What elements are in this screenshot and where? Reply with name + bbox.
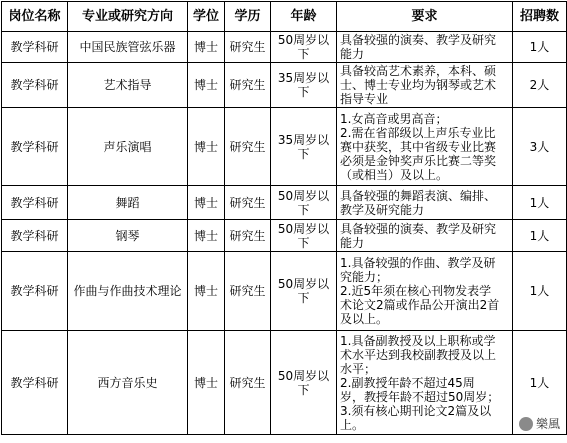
watermark-logo-icon [519, 417, 533, 431]
requirement-line: （或相当）及以上。 [340, 167, 449, 182]
cell-major: 舞蹈 [68, 186, 188, 220]
cell-degree: 博士 [188, 186, 225, 220]
table-row [2, 108, 567, 186]
requirement-line: 具备较强的舞蹈表演、编排、 [340, 188, 497, 203]
cell-education: 研究生 [225, 186, 271, 220]
requirement-line: 能力 [340, 47, 365, 61]
cell-post: 教学科研 [2, 186, 68, 220]
header-degree: 学位 [188, 2, 225, 32]
requirement-line: 2.副教授年龄不超过45周 [340, 375, 475, 390]
requirement-line: 3.须有核心期刊论文2篇及以 [340, 403, 492, 418]
header-requirements: 要求 [337, 2, 513, 32]
cell-post: 教学科研 [2, 331, 68, 435]
header-post: 岗位名称 [2, 2, 68, 32]
cell-count: 3人 [513, 108, 567, 186]
requirement-line: 士、博士专业均为钢琴或艺术 [340, 78, 497, 92]
header-major: 专业或研究方向 [68, 2, 188, 32]
cell-age: 50周岁以下 [271, 331, 337, 435]
cell-education: 研究生 [225, 32, 271, 63]
requirement-line: 能力 [340, 235, 365, 250]
table-row [2, 32, 567, 63]
cell-post: 教学科研 [2, 63, 68, 108]
requirement-line: 岁，教授年龄不超过50周岁； [340, 389, 500, 404]
cell-major: 作曲与作曲技术理论 [68, 252, 188, 331]
cell-post: 教学科研 [2, 32, 68, 63]
cell-count: 1人 [513, 186, 567, 220]
requirement-line: 1.具备副教授及以上职称或学 [340, 333, 496, 348]
cell-post: 教学科研 [2, 220, 68, 252]
cell-age: 50周岁以下 [271, 186, 337, 220]
cell-count: 2人 [513, 63, 567, 108]
cell-requirements [337, 63, 513, 108]
requirement-line: 术水平达到我校副教授及以上 [340, 347, 497, 362]
cell-post: 教学科研 [2, 108, 68, 186]
cell-count: 1人 [513, 331, 567, 435]
requirement-line: 具备较强的演奏、教学及研究 [340, 33, 497, 47]
cell-age: 35周岁以下 [271, 63, 337, 108]
requirement-line: 具备较高艺术素养，本科、硕 [340, 64, 497, 78]
cell-age: 35周岁以下 [271, 108, 337, 186]
cell-degree: 博士 [188, 331, 225, 435]
cell-requirements [337, 108, 513, 186]
requirement-line: 赛中获奖，其中省级专业比赛 [340, 139, 497, 154]
requirement-line: 具备较强的演奏、教学及研究 [340, 221, 497, 236]
cell-count: 1人 [513, 220, 567, 252]
table-row [2, 186, 567, 220]
table-row [2, 252, 567, 331]
header-row [2, 2, 567, 32]
cell-degree: 博士 [188, 108, 225, 186]
cell-degree: 博士 [188, 220, 225, 252]
cell-degree: 博士 [188, 63, 225, 108]
cell-requirements [337, 186, 513, 220]
requirement-line: 究能力； [340, 270, 389, 284]
requirement-line: 2.近5年须在核心刊物发表学 [340, 284, 492, 298]
cell-major: 艺术指导 [68, 63, 188, 108]
header-count: 招聘数 [513, 2, 567, 32]
watermark [516, 414, 563, 433]
cell-major: 西方音乐史 [68, 331, 188, 435]
recruitment-table [1, 1, 567, 435]
requirement-line: 教学及研究能力 [340, 202, 425, 217]
cell-age: 50周岁以下 [271, 220, 337, 252]
table-row [2, 331, 567, 435]
requirement-line: 2.需在省部级以上声乐专业比 [340, 125, 496, 140]
header-age: 年龄 [271, 2, 337, 32]
cell-education: 研究生 [225, 108, 271, 186]
cell-major: 声乐演唱 [68, 108, 188, 186]
cell-age: 50周岁以下 [271, 252, 337, 331]
requirement-line: 指导专业 [340, 92, 389, 106]
cell-age: 50周岁以下 [271, 32, 337, 63]
requirement-line: 水平； [340, 361, 377, 376]
cell-degree: 博士 [188, 252, 225, 331]
cell-requirements [337, 252, 513, 331]
requirement-line: 1.具备较强的作曲、教学及研 [340, 256, 496, 270]
requirement-line: 必须是金钟奖声乐比赛二等奖 [340, 153, 497, 168]
cell-major: 中国民族管弦乐器 [68, 32, 188, 63]
requirement-line: 1.女高音或男高音； [340, 111, 448, 126]
cell-requirements [337, 32, 513, 63]
table-row [2, 220, 567, 252]
cell-count: 1人 [513, 32, 567, 63]
table-row [2, 63, 567, 108]
cell-education: 研究生 [225, 331, 271, 435]
requirement-line: 术论文2篇或作品公开演出2首 [340, 298, 500, 312]
requirement-line: 及以上。 [340, 312, 389, 326]
header-education: 学历 [225, 2, 271, 32]
cell-post: 教学科研 [2, 252, 68, 331]
cell-count: 1人 [513, 252, 567, 331]
cell-education: 研究生 [225, 63, 271, 108]
cell-requirements [337, 331, 513, 435]
cell-major: 钢琴 [68, 220, 188, 252]
cell-degree: 博士 [188, 32, 225, 63]
watermark-text: 樂風 [535, 417, 560, 431]
cell-education: 研究生 [225, 252, 271, 331]
cell-education: 研究生 [225, 220, 271, 252]
requirement-line: 上。 [340, 417, 365, 432]
cell-requirements [337, 220, 513, 252]
